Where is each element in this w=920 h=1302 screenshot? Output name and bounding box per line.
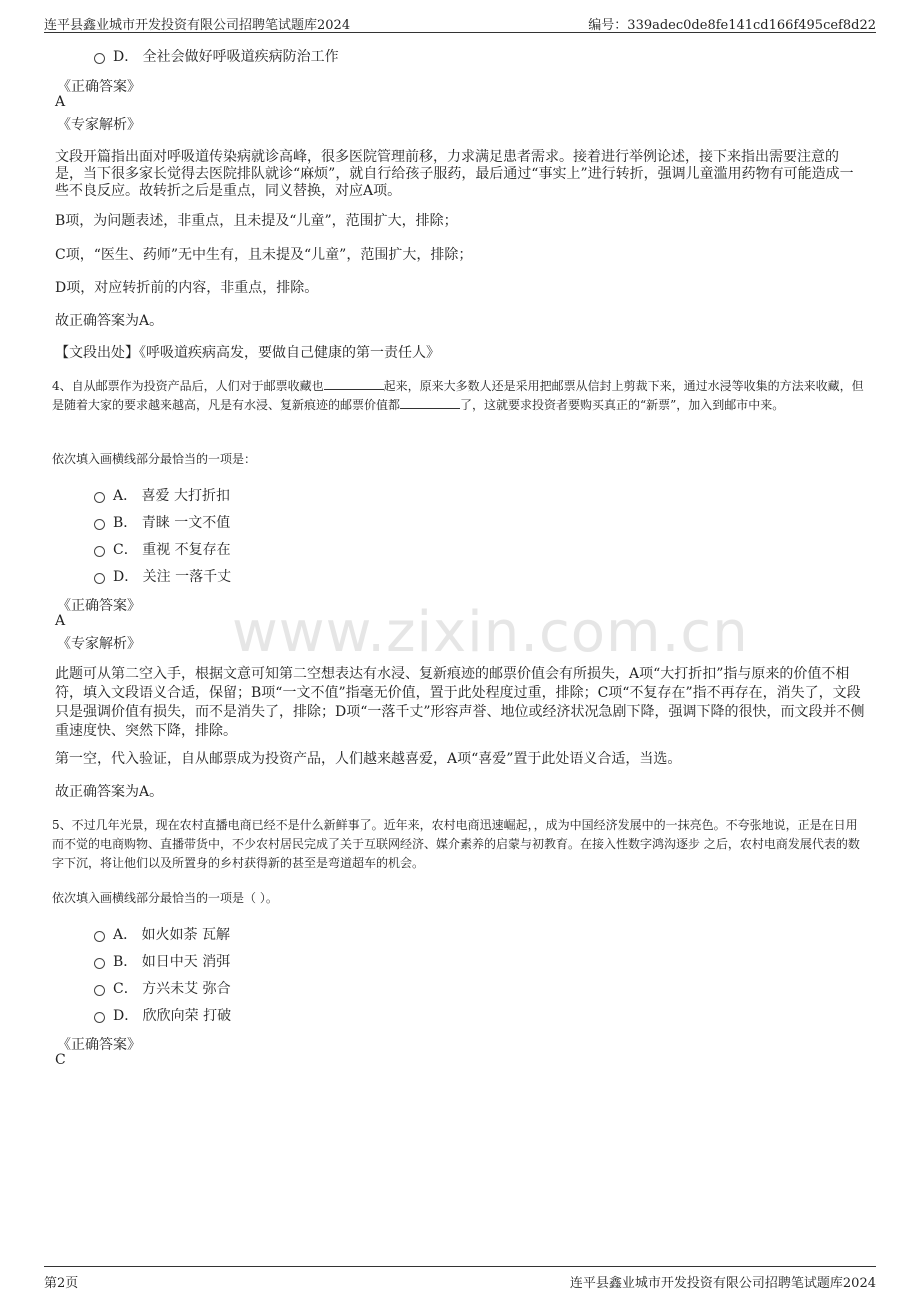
analysis-paragraph: D项，对应转折前的内容，非重点，排除。 — [55, 280, 319, 296]
analysis-tag: 《专家解析》 — [57, 636, 141, 652]
analysis-tag: 《专家解析》 — [57, 117, 141, 133]
radio-icon — [94, 492, 105, 503]
blank-line — [324, 389, 384, 390]
stem-part: 了，这就要求投资者要购买真正的“新票”，加入到邮市中来。 — [460, 398, 785, 412]
answer-tag: 《正确答案》 — [57, 1037, 141, 1053]
option-label: C． 重视 不复存在 — [113, 542, 231, 558]
answer: C — [55, 1052, 66, 1068]
page-suffix: 页 — [65, 1276, 79, 1291]
option-d[interactable] — [94, 1005, 231, 1025]
option-label: D． 欣欣向荣 打破 — [113, 1008, 232, 1024]
option-d-prev[interactable] — [94, 46, 339, 66]
option-b[interactable] — [94, 512, 230, 532]
option-c[interactable] — [94, 539, 231, 559]
code-label: 编号： — [588, 18, 628, 33]
stem-part: 4、自从邮票作为投资产品后，人们对于邮票收藏也 — [52, 379, 324, 393]
document-code — [588, 14, 876, 33]
question-4-prompt: 依次填入画横线部分最恰当的一项是： — [52, 452, 257, 466]
radio-icon — [94, 985, 105, 996]
option-label: A． 喜爱 大打折扣 — [113, 488, 231, 504]
answer: A — [55, 613, 66, 629]
option-label: A． 如火如荼 瓦解 — [113, 927, 231, 943]
analysis-paragraph: 故正确答案为A。 — [55, 313, 164, 329]
answer: A — [55, 94, 66, 110]
analysis-paragraph: B项，为问题表述，非重点，且未提及“儿童”，范围扩大，排除； — [55, 213, 458, 229]
option-d[interactable] — [94, 566, 231, 586]
page-number — [44, 1272, 78, 1291]
option-a[interactable] — [94, 485, 230, 505]
analysis-paragraph: 故正确答案为A。 — [55, 784, 164, 800]
radio-icon — [94, 958, 105, 969]
footer-title: 连平县鑫业城市开发投资有限公司招聘笔试题库2024 — [569, 1276, 876, 1291]
option-label: D． 关注 一落千丈 — [113, 569, 232, 585]
header-title: 连平县鑫业城市开发投资有限公司招聘笔试题库2024 — [44, 18, 351, 33]
page-footer — [44, 1266, 876, 1291]
radio-icon — [94, 519, 105, 530]
option-c[interactable] — [94, 978, 231, 998]
question-5-stem: 5、不过几年光景，现在农村直播电商已经不是什么新鲜事了。近年来，农村电商迅速崛起，，成为中国经济发展中的一抹亮色。不夸张地说，正是在日用而不觉的电商购物、直播带货中，不少农村居民完成了关于互联网经济、媒介素养的启蒙与初教育。在接入性数字鸿沟逐步 之后，农村电商发展代表的数字下沉，将让他们以及所置身的乡村获得新的甚至是弯道超车的机会。 — [52, 818, 860, 870]
radio-icon — [94, 931, 105, 942]
analysis-paragraph: 文段开篇指出面对呼吸道传染病就诊高峰，很多医院管理前移，力求满足患者需求。接着进行举例论述，接下来指出需要注意的是，当下很多家长觉得去医院排队就诊“麻烦”，就自行给孩子服药，最后通过“事实上”进行转折，强调儿童滥用药物有可能造成一些不良反应。故转折之后是重点，同义替换，对应A项。 — [55, 149, 854, 199]
radio-icon — [94, 53, 105, 64]
radio-icon — [94, 1012, 105, 1023]
analysis-paragraph: 第一空，代入验证，自从邮票成为投资产品，人们越来越喜爱，A项“喜爱”置于此处语义合适，当选。 — [55, 751, 682, 767]
page-prefix: 第 — [44, 1276, 58, 1291]
option-label: B． 青睐 一文不值 — [113, 515, 231, 531]
page-header — [44, 12, 876, 33]
code-value: 339adec0de8fe141cd166f495cef8d22 — [627, 18, 876, 33]
question-4-stem — [52, 377, 867, 415]
stem-part: 起来，原来大多数人还是采用把邮票从信封上剪裁下来，通过水浸等收集的方法来收藏，但是随着大家的要求越来越高，凡是有水浸、复新痕迹的邮票价值都 — [52, 379, 864, 412]
option-label: D． 全社会做好呼吸道疾病防治工作 — [113, 49, 339, 65]
source-note: 【文段出处】《呼吸道疾病高发，要做自己健康的第一责任人》 — [55, 345, 440, 361]
page-value: 2 — [57, 1276, 66, 1291]
radio-icon — [94, 573, 105, 584]
radio-icon — [94, 546, 105, 557]
analysis-paragraph: C项，“医生、药师”无中生有，且未提及“儿童”，范围扩大，排除； — [55, 247, 473, 263]
option-label: B． 如日中天 消弭 — [113, 954, 231, 970]
answer-tag: 《正确答案》 — [57, 598, 141, 614]
answer-tag: 《正确答案》 — [57, 79, 141, 95]
option-label: C． 方兴未艾 弥合 — [113, 981, 231, 997]
option-b[interactable] — [94, 951, 230, 971]
watermark: www.zixin.com.cn — [232, 600, 749, 665]
question-5-prompt: 依次填入画横线部分最恰当的一项是（ ）。 — [52, 891, 278, 905]
analysis-paragraph: 此题可从第二空入手，根据文意可知第二空想表达有水浸、复新痕迹的邮票价值会有所损失，A项“大打折扣”指与原来的价值不相符，填入文段语义合适，保留；B项“一文不值”指毫无价值，置于此处程度过重，排除；C项“不复存在”指不再存在，消失了，文段只是强调价值有损失，而不是消失了，排除；D项“一落千丈”形容声誉、地位或经济状况急剧下降，强调下降的很快，而文段并不侧重速度快、突然下降，排除。 — [55, 666, 865, 739]
option-a[interactable] — [94, 924, 230, 944]
blank-line — [400, 408, 460, 409]
